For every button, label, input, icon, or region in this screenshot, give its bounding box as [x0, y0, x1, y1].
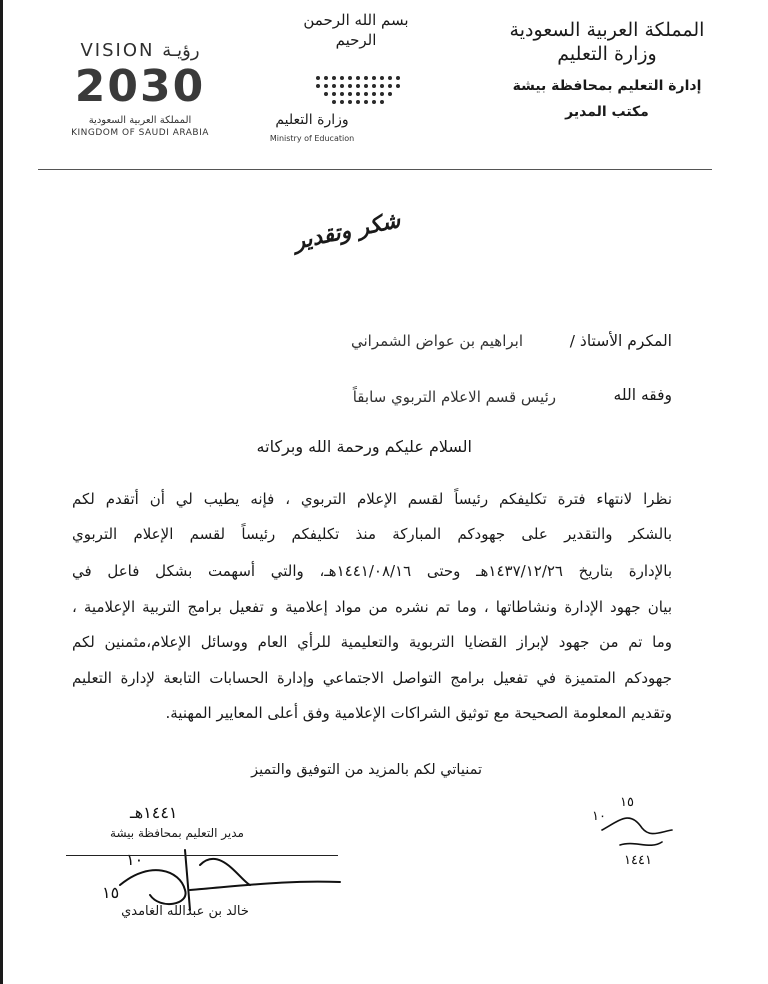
kingdom-name: المملكة العربية السعودية	[509, 19, 705, 41]
moe-dots-icon	[312, 72, 462, 112]
recipient-role: رئيس قسم الاعلام التربوي سابقاً	[352, 388, 556, 406]
basmala: بسم الله الرحمن الرحيم	[303, 11, 409, 49]
stamp-num-a: ١٥	[620, 795, 634, 810]
body-line: بالإدارة بتاريخ ١٤٣٧/١٢/٢٦هـ وحتى ١٤٤١/٠٨/١٦هـ، والتي أسهمت بشكل فاعل في	[72, 562, 672, 580]
body-line: جهودكم المتميزة في تفعيل برامج التواصل الاجتماعي وإدارة الحسابات التابعة لإدارة التعليم	[72, 669, 672, 687]
vision-2030-logo	[62, 40, 218, 138]
body-line: وتقديم المعلومة الصحيحة مع توثيق الشراكات الإعلامية وفق أعلى المعايير المهنية.	[165, 704, 672, 722]
stamp-num-b: ١٠	[592, 809, 606, 824]
signature-num-b: ١٥	[102, 883, 120, 902]
vision-year: 2030	[74, 61, 206, 112]
signature-num-a: ١٠	[126, 850, 144, 869]
thanks-heading-text: شكر وتقدير	[291, 207, 403, 255]
recipient-honorific: المكرم الأستاذ /	[569, 332, 672, 350]
moe-logo-ar: وزارة التعليم	[275, 112, 349, 128]
signature-title: مدير التعليم بمحافظة بيشة	[110, 826, 244, 840]
body-line: بيان جهود الإدارة ونشاطاتها ، وما تم نشره من مواد إعلامية و تفعيل برامج التربية الإعلامية ،	[72, 598, 672, 616]
vision-en-sub: KINGDOM OF SAUDI ARABIA	[71, 128, 209, 138]
vision-word: VISION رؤيـة	[80, 40, 200, 61]
signature-line	[66, 855, 338, 856]
admin-name: إدارة التعليم بمحافظة بيشة	[512, 78, 702, 94]
signature-name: خالد بن عبدالله الغامدي	[121, 904, 249, 919]
body-line: نظرا لانتهاء فترة تكليفكم رئيساً لقسم الإعلام التربوي ، فإنه يطيب لي أن أتقدم لكم	[72, 490, 672, 508]
salutation: السلام عليكم ورحمة الله وبركاته	[256, 437, 472, 456]
thanks-heading	[292, 204, 402, 274]
body-line: بالشكر والتقدير على جهودكم المباركة منذ تكليفكم رئيساً لقسم الإعلام التربوي	[72, 525, 672, 543]
ministry-name: وزارة التعليم	[557, 43, 657, 65]
moe-logo-en: Ministry of Education	[269, 134, 355, 143]
recipient-name: ابراهيم بن عواض الشمراني	[350, 332, 523, 350]
office-name: مكتب المدير	[565, 104, 649, 120]
closing-wish: تمنياتي لكم بالمزيد من التوفيق والتميز	[251, 762, 482, 778]
header-divider	[38, 169, 712, 170]
signature-year: ١٤٤١هـ	[130, 803, 178, 822]
recipient-prayer: وفقه الله	[613, 386, 672, 404]
stamp-year: ١٤٤١	[624, 853, 652, 868]
vision-ar-sub: المملكة العربية السعودية	[88, 115, 192, 126]
letterhead-right	[492, 18, 722, 120]
initials-stamp	[590, 790, 680, 870]
body-line: وما تم من جهود لإبراز القضايا التربوية والتعليمية للرأي العام ووسائل الإعلام،مثمنين لكم	[72, 633, 672, 651]
scan-edge	[0, 0, 3, 984]
moe-logo	[262, 72, 412, 152]
